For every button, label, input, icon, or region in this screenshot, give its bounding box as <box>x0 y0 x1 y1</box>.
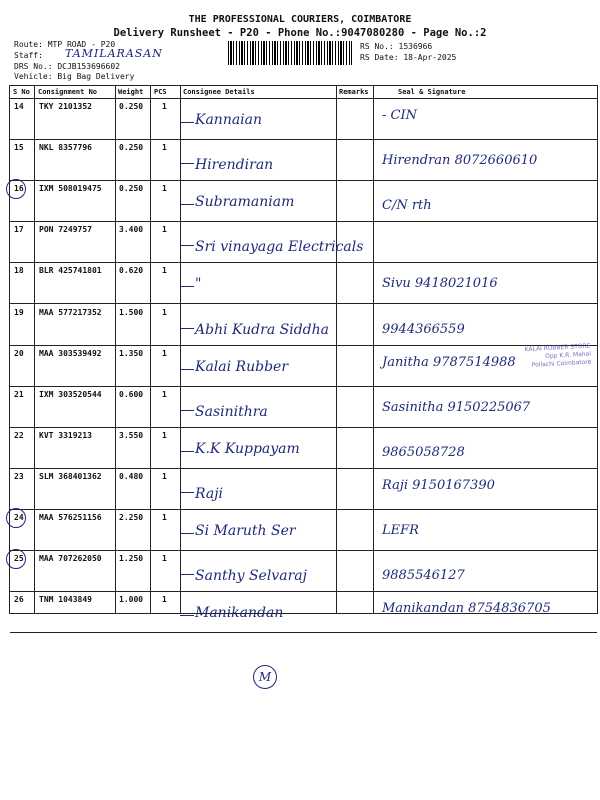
barcode <box>228 41 352 65</box>
pieces: 1 <box>162 266 167 276</box>
drs-label: DRS No.: DCJB153696602 <box>14 62 120 71</box>
serial-number: 16 <box>14 184 24 194</box>
consignee-handwritten: Kalai Rubber <box>195 358 289 375</box>
signature-handwritten: 9885546127 <box>382 568 465 584</box>
signature-handwritten: Manikandan 8754836705 <box>382 601 551 617</box>
stamp-line: Pollachi Coimbatore <box>531 358 592 369</box>
table-row <box>10 427 597 469</box>
consignee-handwritten: Hirendiran <box>195 157 274 174</box>
weight: 0.250 <box>119 102 144 111</box>
table-row <box>10 509 597 551</box>
signature-handwritten: Janitha 9787514988 <box>382 354 516 370</box>
table-row <box>10 304 597 346</box>
signature-handwritten: Raji 9150167390 <box>382 477 495 493</box>
consignment-number: MAA 707262050 <box>39 554 102 564</box>
consignment-number: TKY 2101352 <box>39 102 92 111</box>
circle-mark <box>6 179 26 199</box>
weight: 2.250 <box>119 513 144 522</box>
table-row <box>10 221 597 263</box>
table-row <box>10 262 597 304</box>
handwritten-dash <box>180 533 194 534</box>
route-label: Route: MTP ROAD - P20 <box>14 40 116 49</box>
weight: 1.250 <box>119 554 144 564</box>
handwritten-mark: M <box>253 665 277 689</box>
col-weight: Weight <box>118 88 144 96</box>
consignee-handwritten: Raji <box>195 485 224 502</box>
weight: 3.400 <box>119 225 144 235</box>
consignment-number: MAA 576251156 <box>39 513 102 522</box>
pieces: 1 <box>162 389 167 399</box>
serial-number: 23 <box>14 471 24 481</box>
consignee-handwritten: Santhy Selvaraj <box>195 568 307 585</box>
consignee-handwritten: " <box>195 276 202 293</box>
serial-number: 20 <box>14 348 24 358</box>
weight: 0.480 <box>119 471 144 481</box>
handwritten-dash <box>180 492 194 493</box>
serial-number: 15 <box>14 143 24 153</box>
col-pcs: PCS <box>154 88 167 96</box>
pieces: 1 <box>162 307 167 317</box>
consignment-number: IXM 508019475 <box>39 184 102 194</box>
weight: 0.600 <box>119 389 144 399</box>
weight: 0.250 <box>119 184 144 194</box>
table-row <box>10 468 597 510</box>
consignee-handwritten: Subramaniam <box>195 194 295 211</box>
pieces: 1 <box>162 184 167 194</box>
staff-name-handwritten: TAMILARASAN <box>65 47 163 60</box>
consignment-number: MAA 303539492 <box>39 348 102 358</box>
col-remarks: Remarks <box>339 88 369 96</box>
col-seal-signature: Seal & Signature <box>398 88 466 96</box>
pieces: 1 <box>162 595 167 605</box>
col-sno: S No <box>13 88 30 96</box>
stamp-line: KALAI RUBBER STORE <box>524 342 591 354</box>
handwritten-dash <box>180 328 194 329</box>
rs-number: RS No.: 1536966 <box>360 42 433 51</box>
consignee-handwritten: Abhi Kudra Siddha <box>195 321 329 338</box>
serial-number: 14 <box>14 102 24 111</box>
pieces: 1 <box>162 225 167 235</box>
pieces: 1 <box>162 554 167 564</box>
signature-handwritten: C/N rth <box>382 198 432 214</box>
rs-date: RS Date: 18-Apr-2025 <box>360 53 457 62</box>
serial-number: 25 <box>14 554 24 564</box>
table-row <box>10 550 597 592</box>
handwritten-dash <box>180 369 194 370</box>
weight: 1.000 <box>119 595 144 605</box>
table-row <box>10 180 597 222</box>
pieces: 1 <box>162 471 167 481</box>
handwritten-dash <box>180 163 194 164</box>
table-row <box>10 591 597 633</box>
serial-number: 21 <box>14 389 24 399</box>
handwritten-dash <box>180 451 194 452</box>
handwritten-dash <box>180 204 194 205</box>
consignment-number: IXM 303520544 <box>39 389 102 399</box>
signature-handwritten: Hirendran 8072660610 <box>382 153 538 169</box>
pieces: 1 <box>162 430 167 440</box>
serial-number: 24 <box>14 513 24 522</box>
signature-handwritten: LEFR <box>382 523 419 538</box>
consignment-number: PON 7249757 <box>39 225 92 235</box>
consignment-number: NKL 8357796 <box>39 143 92 153</box>
weight: 1.500 <box>119 307 144 317</box>
signature-handwritten: Sasinitha 9150225067 <box>382 399 531 415</box>
handwritten-dash <box>180 615 194 616</box>
runsheet-title: Delivery Runsheet - P20 - Phone No.:9047080280 - Page No.:2 <box>113 27 487 39</box>
consignee-handwritten: K.K Kuppayam <box>195 440 300 457</box>
pieces: 1 <box>162 143 167 153</box>
table-row <box>10 139 597 181</box>
weight: 3.550 <box>119 430 144 440</box>
staff-label: Staff: <box>14 51 43 60</box>
serial-number: 22 <box>14 430 24 440</box>
signature-handwritten: 9944366559 <box>382 321 465 337</box>
pieces: 1 <box>162 348 167 358</box>
company-stamp <box>461 343 594 410</box>
col-consignment: Consignment No <box>38 88 98 96</box>
vehicle-label: Vehicle: Big Bag Delivery <box>14 72 135 81</box>
consignee-handwritten: Sri vinayaga Electricals <box>195 239 364 256</box>
handwritten-dash <box>180 286 194 287</box>
handwritten-dash <box>180 410 194 411</box>
signature-handwritten: - CIN <box>382 108 417 123</box>
handwritten-dash <box>180 245 194 246</box>
consignee-handwritten: Manikandan <box>195 605 284 622</box>
weight: 0.250 <box>119 143 144 153</box>
serial-number: 17 <box>14 225 24 235</box>
serial-number: 18 <box>14 266 24 276</box>
serial-number: 26 <box>14 595 24 605</box>
consignment-number: MAA 577217352 <box>39 307 102 317</box>
weight: 0.620 <box>119 266 144 276</box>
consignee-handwritten: Si Maruth Ser <box>195 523 296 539</box>
company-title: THE PROFESSIONAL COURIERS, COIMBATORE <box>188 14 412 25</box>
circle-mark <box>6 508 26 528</box>
table-row <box>10 98 597 140</box>
col-consignee: Consignee Details <box>183 88 255 96</box>
consignment-number: TNM 1043849 <box>39 595 92 605</box>
consignment-number: BLR 425741801 <box>39 266 102 276</box>
handwritten-dash <box>180 574 194 575</box>
serial-number: 19 <box>14 307 24 317</box>
signature-handwritten: Sivu 9418021016 <box>382 276 498 292</box>
pieces: 1 <box>162 102 167 111</box>
consignee-handwritten: Sasinithra <box>195 403 268 420</box>
pieces: 1 <box>162 513 167 522</box>
consignee-handwritten: Kannaian <box>195 112 263 128</box>
signature-handwritten: 9865058728 <box>382 444 465 460</box>
handwritten-dash <box>180 122 194 123</box>
consignment-number: SLM 368401362 <box>39 471 102 481</box>
stamp-line: Opp K.R. Mahal <box>544 350 592 361</box>
circle-mark <box>6 549 26 569</box>
weight: 1.350 <box>119 348 144 358</box>
consignment-number: KVT 3319213 <box>39 430 92 440</box>
